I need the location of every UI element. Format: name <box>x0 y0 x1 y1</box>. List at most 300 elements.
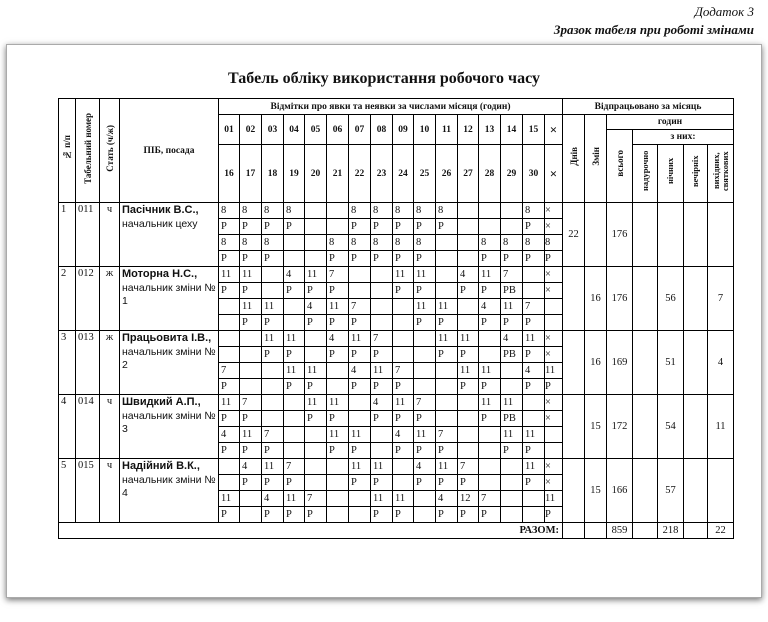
mark-cell: 8 <box>501 235 523 251</box>
mark-cell: 7 <box>327 267 349 283</box>
mark-cell: Р <box>393 507 414 523</box>
mark-cell: Р <box>458 379 479 395</box>
mark-cell: 8 <box>479 235 501 251</box>
mark-cell: Р <box>349 475 371 491</box>
mark-cell <box>393 331 414 347</box>
mark-cell: Р <box>545 507 563 523</box>
mark-cell: 11 <box>393 267 414 283</box>
employee-sex: ж <box>100 331 120 395</box>
mark-cell: Р <box>240 315 262 331</box>
mark-cell: Р <box>458 347 479 363</box>
mark-cell: Р <box>479 379 501 395</box>
summary-shifts: 15 <box>585 459 607 523</box>
summary-evening <box>684 331 708 395</box>
mark-cell: 8 <box>436 203 458 219</box>
day-header-cell: 04 <box>284 115 305 145</box>
mark-cell: РВ <box>501 411 523 427</box>
summary-total: 169 <box>607 331 633 395</box>
mark-cell <box>349 395 371 411</box>
mark-cell <box>327 475 349 491</box>
mark-cell <box>479 203 501 219</box>
summary-holiday <box>708 203 734 267</box>
employee-number: 3 <box>59 331 76 395</box>
mark-cell: 8 <box>393 203 414 219</box>
mark-cell: 4 <box>501 331 523 347</box>
mark-cell <box>501 203 523 219</box>
col-days-header: Днів <box>563 115 585 203</box>
mark-cell <box>371 427 393 443</box>
mark-cell <box>414 363 436 379</box>
mark-cell: 4 <box>458 267 479 283</box>
mark-cell: Р <box>327 251 349 267</box>
mark-cell <box>284 299 305 315</box>
employee-position: начальник зміни № 1 <box>122 282 216 307</box>
mark-cell: Р <box>262 507 284 523</box>
employee-name: Надійний В.К., <box>122 460 200 472</box>
mark-cell: Р <box>501 251 523 267</box>
mark-cell <box>327 219 349 235</box>
mark-cell: 11 <box>284 491 305 507</box>
employee-name: Моторна Н.С., <box>122 268 198 280</box>
mark-cell <box>284 251 305 267</box>
mark-cell: × <box>545 411 563 427</box>
mark-cell <box>240 363 262 379</box>
mark-cell <box>458 427 479 443</box>
mark-cell: Р <box>545 251 563 267</box>
mark-cell <box>545 299 563 315</box>
mark-cell: Р <box>545 379 563 395</box>
mark-cell: 4 <box>371 395 393 411</box>
mark-cell: Р <box>219 283 240 299</box>
mark-cell: 4 <box>284 267 305 283</box>
mark-cell <box>284 235 305 251</box>
mark-cell: Р <box>414 315 436 331</box>
employee-sex: ч <box>100 395 120 459</box>
employee-position: начальник зміни № 3 <box>122 410 216 435</box>
employee-sex: ч <box>100 203 120 267</box>
annex-label: Додаток 3 <box>694 4 754 19</box>
mark-cell: Р <box>523 379 545 395</box>
mark-cell: 4 <box>262 491 284 507</box>
mark-cell <box>371 299 393 315</box>
day-header-cell: 29 <box>501 145 523 203</box>
mark-cell: 8 <box>240 235 262 251</box>
mark-cell <box>262 411 284 427</box>
employee-name: Швидкий А.П., <box>122 396 201 408</box>
employee-number: 4 <box>59 395 76 459</box>
summary-holiday: 7 <box>708 267 734 331</box>
table-row <box>59 395 734 411</box>
employee-name-cell <box>120 331 219 395</box>
mark-cell <box>305 459 327 475</box>
mark-cell: 11 <box>349 331 371 347</box>
mark-cell: 11 <box>501 395 523 411</box>
mark-cell <box>284 315 305 331</box>
mark-cell: 11 <box>393 395 414 411</box>
mark-cell: Р <box>523 219 545 235</box>
mark-cell: 7 <box>349 299 371 315</box>
mark-cell: 4 <box>305 299 327 315</box>
mark-cell <box>479 331 501 347</box>
mark-cell <box>501 507 523 523</box>
mark-cell: 11 <box>393 491 414 507</box>
col-evening-header: вечірніх <box>684 145 708 203</box>
mark-cell: Р <box>479 251 501 267</box>
day-header-cell: 03 <box>262 115 284 145</box>
summary-night: 51 <box>658 331 684 395</box>
summary-night: 57 <box>658 459 684 523</box>
employee-number: 1 <box>59 203 76 267</box>
mark-cell: 11 <box>523 427 545 443</box>
summary-overtime <box>633 267 658 331</box>
mark-cell <box>501 219 523 235</box>
mark-cell: 8 <box>523 235 545 251</box>
mark-cell <box>545 443 563 459</box>
mark-cell: Р <box>349 315 371 331</box>
table-row <box>59 459 734 475</box>
day-header-cell: 02 <box>240 115 262 145</box>
mark-cell: 8 <box>240 203 262 219</box>
mark-cell: Р <box>436 443 458 459</box>
mark-cell <box>240 379 262 395</box>
employee-position: начальник зміни № 2 <box>122 346 216 371</box>
mark-cell: 11 <box>240 267 262 283</box>
summary-total: 166 <box>607 459 633 523</box>
hours-header: годин <box>607 115 734 130</box>
employee-number: 5 <box>59 459 76 523</box>
mark-cell: 11 <box>327 427 349 443</box>
mark-cell <box>545 315 563 331</box>
mark-cell: 8 <box>349 203 371 219</box>
mark-cell: Р <box>393 379 414 395</box>
mark-cell <box>458 219 479 235</box>
mark-cell <box>240 507 262 523</box>
mark-cell: Р <box>371 475 393 491</box>
mark-cell: Р <box>393 251 414 267</box>
employee-number: 2 <box>59 267 76 331</box>
mark-cell: Р <box>414 283 436 299</box>
day-header-cell: 25 <box>414 145 436 203</box>
mark-cell: × <box>545 331 563 347</box>
mark-cell <box>479 347 501 363</box>
mark-cell: 11 <box>240 427 262 443</box>
mark-cell <box>327 363 349 379</box>
mark-cell <box>327 459 349 475</box>
mark-cell <box>458 443 479 459</box>
totals-row <box>59 523 734 539</box>
mark-cell: 11 <box>349 459 371 475</box>
summary-night: 56 <box>658 267 684 331</box>
mark-cell <box>414 379 436 395</box>
mark-cell: 7 <box>284 459 305 475</box>
mark-cell <box>414 507 436 523</box>
mark-cell: 8 <box>414 203 436 219</box>
mark-cell: Р <box>219 379 240 395</box>
col-num-header: № п/п <box>59 99 76 203</box>
mark-cell <box>393 299 414 315</box>
mark-cell: Р <box>284 283 305 299</box>
mark-cell: 11 <box>327 395 349 411</box>
mark-cell: 11 <box>262 459 284 475</box>
mark-cell: Р <box>436 507 458 523</box>
mark-cell: Р <box>284 379 305 395</box>
mark-cell: 11 <box>371 491 393 507</box>
employee-name: Пасічник В.С., <box>122 204 199 216</box>
mark-cell: Р <box>371 251 393 267</box>
mark-cell <box>479 443 501 459</box>
mark-cell: Р <box>219 251 240 267</box>
mark-cell: Р <box>305 379 327 395</box>
col-tab-header: Табельний номер <box>76 99 100 203</box>
mark-cell <box>284 443 305 459</box>
mark-cell: 8 <box>414 235 436 251</box>
mark-cell: Р <box>479 315 501 331</box>
mark-cell: 7 <box>414 395 436 411</box>
day-header-cell: 22 <box>349 145 371 203</box>
table-row <box>59 203 734 219</box>
mark-cell: Р <box>219 507 240 523</box>
mark-cell: 7 <box>523 299 545 315</box>
mark-cell: Р <box>523 251 545 267</box>
summary-total: 176 <box>607 267 633 331</box>
mark-cell <box>349 507 371 523</box>
day-header-cell: 18 <box>262 145 284 203</box>
mark-cell: × <box>545 283 563 299</box>
mark-cell <box>327 507 349 523</box>
mark-cell: Р <box>458 475 479 491</box>
mark-cell: Р <box>436 347 458 363</box>
summary-days <box>563 267 585 331</box>
mark-cell: Р <box>305 507 327 523</box>
mark-cell: Р <box>327 347 349 363</box>
mark-cell <box>501 491 523 507</box>
mark-cell: 8 <box>327 235 349 251</box>
mark-cell <box>414 331 436 347</box>
day-header-cell: 06 <box>327 115 349 145</box>
totals-evening <box>684 523 708 539</box>
mark-cell <box>305 219 327 235</box>
marks-header: Відмітки про явки та неявки за числами місяця (годин) <box>219 99 563 115</box>
summary-total: 172 <box>607 395 633 459</box>
mark-cell: 11 <box>414 427 436 443</box>
col-name-header: ПІБ, посада <box>120 99 219 203</box>
mark-cell: РВ <box>501 283 523 299</box>
employee-position: начальник цеху <box>122 218 198 230</box>
totals-shifts <box>585 523 607 539</box>
mark-cell: Р <box>262 219 284 235</box>
summary-days <box>563 331 585 395</box>
mark-cell: 11 <box>436 331 458 347</box>
mark-cell: Р <box>284 347 305 363</box>
mark-cell: Р <box>219 411 240 427</box>
mark-cell <box>501 475 523 491</box>
mark-cell: Р <box>327 283 349 299</box>
mark-cell: 11 <box>219 395 240 411</box>
mark-cell: Р <box>349 379 371 395</box>
totals-overtime <box>633 523 658 539</box>
mark-cell: Р <box>371 507 393 523</box>
mark-cell: Р <box>414 219 436 235</box>
mark-cell: 11 <box>479 267 501 283</box>
mark-cell: 11 <box>458 363 479 379</box>
col-total-header: всього <box>607 130 633 203</box>
mark-cell <box>523 395 545 411</box>
mark-cell: 7 <box>262 427 284 443</box>
day-header-cell: × <box>545 115 563 145</box>
summary-shifts: 15 <box>585 395 607 459</box>
day-header-cell: 15 <box>523 115 545 145</box>
mark-cell <box>501 459 523 475</box>
mark-cell: Р <box>479 507 501 523</box>
mark-cell: 11 <box>414 267 436 283</box>
mark-cell <box>393 315 414 331</box>
mark-cell <box>262 267 284 283</box>
mark-cell: 8 <box>219 235 240 251</box>
mark-cell: 8 <box>284 203 305 219</box>
mark-cell: Р <box>327 315 349 331</box>
mark-cell: 4 <box>414 459 436 475</box>
mark-cell <box>219 459 240 475</box>
day-header-cell: 07 <box>349 115 371 145</box>
mark-cell <box>262 379 284 395</box>
mark-cell <box>284 411 305 427</box>
mark-cell: Р <box>240 251 262 267</box>
employee-name-cell <box>120 203 219 267</box>
summary-holiday: 4 <box>708 331 734 395</box>
mark-cell: 8 <box>545 235 563 251</box>
mark-cell: Р <box>523 347 545 363</box>
mark-cell: Р <box>262 347 284 363</box>
mark-cell: 11 <box>458 331 479 347</box>
mark-cell: Р <box>501 315 523 331</box>
mark-cell: 4 <box>327 331 349 347</box>
mark-cell: × <box>545 219 563 235</box>
employee-tab-number: 015 <box>76 459 100 523</box>
mark-cell <box>305 251 327 267</box>
mark-cell <box>371 443 393 459</box>
mark-cell: 11 <box>219 491 240 507</box>
day-header-cell: 19 <box>284 145 305 203</box>
day-header-cell: 12 <box>458 115 479 145</box>
mark-cell: 7 <box>393 363 414 379</box>
day-header-cell: 09 <box>393 115 414 145</box>
mark-cell <box>327 203 349 219</box>
summary-evening <box>684 459 708 523</box>
summary-shifts: 16 <box>585 267 607 331</box>
mark-cell: Р <box>458 283 479 299</box>
col-holiday-header: вихідних, святкових <box>708 145 734 203</box>
mark-cell: Р <box>240 411 262 427</box>
mark-cell: 11 <box>436 459 458 475</box>
mark-cell: 11 <box>327 299 349 315</box>
day-header-cell: 13 <box>479 115 501 145</box>
mark-cell: 11 <box>479 395 501 411</box>
mark-cell: Р <box>436 315 458 331</box>
mark-cell <box>523 411 545 427</box>
mark-cell: 11 <box>545 363 563 379</box>
employee-tab-number: 012 <box>76 267 100 331</box>
mark-cell: 11 <box>501 299 523 315</box>
mark-cell <box>414 347 436 363</box>
mark-cell <box>240 331 262 347</box>
totals-holiday: 22 <box>708 523 734 539</box>
mark-cell: Р <box>305 315 327 331</box>
day-header-cell: 30 <box>523 145 545 203</box>
mark-cell: Р <box>262 251 284 267</box>
mark-cell: 4 <box>219 427 240 443</box>
day-header-cell: 10 <box>414 115 436 145</box>
mark-cell <box>219 347 240 363</box>
mark-cell: 11 <box>262 331 284 347</box>
totals-night: 218 <box>658 523 684 539</box>
employee-sex: ч <box>100 459 120 523</box>
mark-cell: 7 <box>479 491 501 507</box>
day-header-cell: 24 <box>393 145 414 203</box>
timesheet-table <box>58 98 734 539</box>
mark-cell: Р <box>414 475 436 491</box>
mark-cell: 7 <box>458 459 479 475</box>
mark-cell: Р <box>479 411 501 427</box>
mark-cell: Р <box>327 443 349 459</box>
mark-cell: РВ <box>501 347 523 363</box>
mark-cell: Р <box>414 251 436 267</box>
col-night-header: нічних <box>658 145 684 203</box>
mark-cell <box>219 299 240 315</box>
mark-cell: Р <box>349 219 371 235</box>
mark-cell <box>436 379 458 395</box>
summary-night: 54 <box>658 395 684 459</box>
mark-cell <box>436 283 458 299</box>
mark-cell <box>458 395 479 411</box>
col-overtime-header: надурочно <box>633 145 658 203</box>
day-header-cell: 05 <box>305 115 327 145</box>
mark-cell: 7 <box>371 331 393 347</box>
mark-cell <box>240 347 262 363</box>
mark-cell: 11 <box>479 363 501 379</box>
mark-cell: 4 <box>479 299 501 315</box>
mark-cell <box>393 459 414 475</box>
mark-cell: 4 <box>523 363 545 379</box>
mark-cell <box>327 491 349 507</box>
mark-cell: Р <box>349 347 371 363</box>
mark-cell: × <box>545 203 563 219</box>
mark-cell: 4 <box>240 459 262 475</box>
mark-cell <box>349 283 371 299</box>
mark-cell: 4 <box>393 427 414 443</box>
mark-cell: 7 <box>501 267 523 283</box>
mark-cell: Р <box>284 219 305 235</box>
mark-cell: × <box>545 267 563 283</box>
mark-cell <box>219 331 240 347</box>
employee-name: Працьовита І.В., <box>122 332 212 344</box>
mark-cell <box>523 283 545 299</box>
mark-cell <box>523 507 545 523</box>
mark-cell <box>458 203 479 219</box>
mark-cell <box>436 235 458 251</box>
mark-cell: Р <box>523 315 545 331</box>
mark-cell <box>240 491 262 507</box>
mark-cell: × <box>545 459 563 475</box>
mark-cell <box>305 203 327 219</box>
day-header-cell: × <box>545 145 563 203</box>
summary-evening <box>684 395 708 459</box>
day-header-cell: 08 <box>371 115 393 145</box>
mark-cell: Р <box>219 443 240 459</box>
summary-shifts: 16 <box>585 331 607 395</box>
col-sex-header: Стать (ч/ж) <box>100 99 120 203</box>
day-header-cell: 16 <box>219 145 240 203</box>
mark-cell: 12 <box>458 491 479 507</box>
